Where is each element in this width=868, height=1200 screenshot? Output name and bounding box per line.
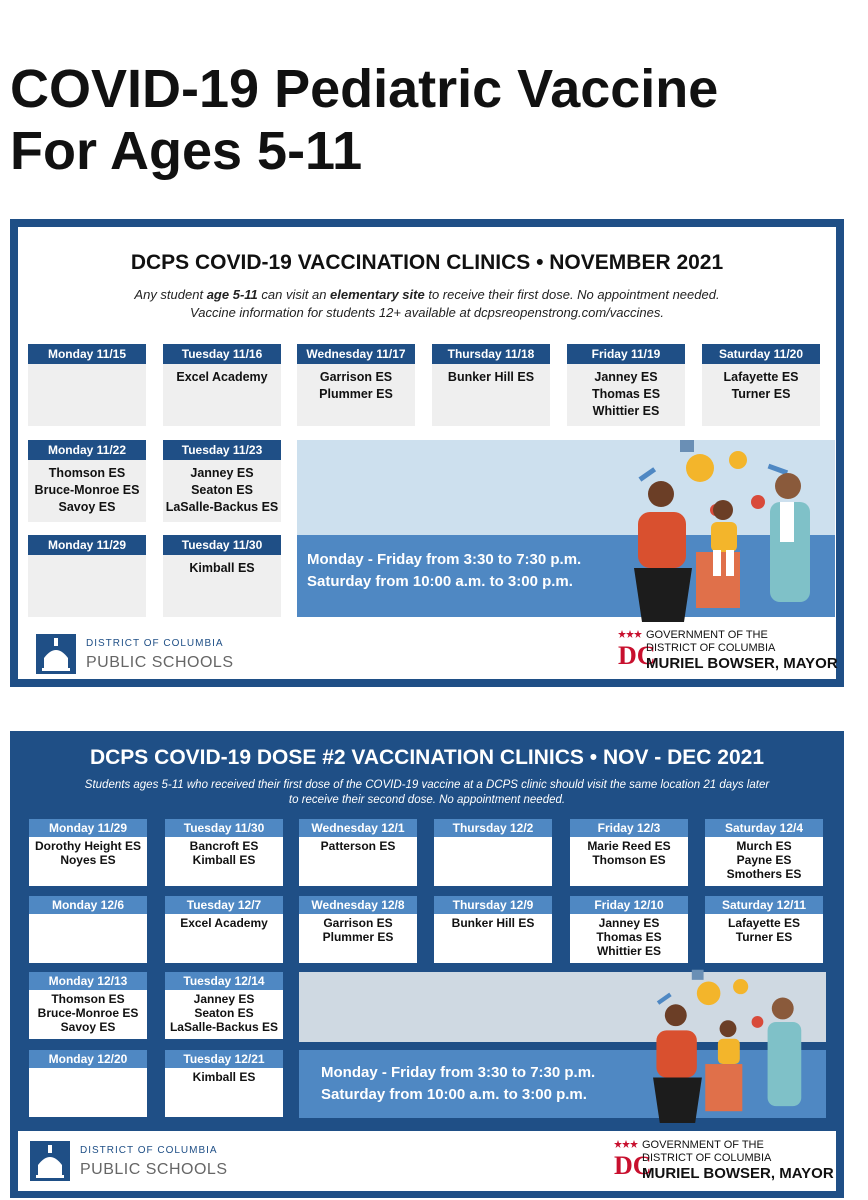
- virus-icon: [733, 979, 748, 994]
- school-name: Plummer ES: [322, 930, 394, 944]
- school-list: [434, 837, 552, 839]
- day-label: Saturday 12/4: [705, 819, 823, 837]
- clipboard-icon: [692, 970, 704, 980]
- school-name: Lafayette ES: [727, 916, 801, 930]
- school-name: Janney ES: [193, 992, 255, 1006]
- schedule-cell-thursday-11-18: [432, 344, 550, 426]
- school-name: Janney ES: [598, 916, 660, 930]
- page-title-line2: For Ages 5-11: [10, 121, 363, 181]
- school-name: Lafayette ES: [723, 370, 799, 384]
- dcps-logo-line1: DISTRICT OF COLUMBIA: [80, 1145, 218, 1156]
- school-name: Savoy ES: [58, 500, 116, 514]
- school-name: Seaton ES: [194, 1006, 254, 1020]
- school-name: Whittier ES: [596, 944, 661, 958]
- school-name: Bunker Hill ES: [451, 916, 535, 930]
- child-leg: [713, 550, 721, 576]
- woman-skirt: [653, 1078, 702, 1123]
- schedule-cell-wednesday-11-17: [297, 344, 415, 426]
- schedule-cell-friday-11-19: [567, 344, 685, 426]
- day-label: Saturday 12/11: [705, 896, 823, 914]
- school-name: Murch ES: [736, 839, 792, 853]
- capitol-dome-icon: [30, 1141, 70, 1181]
- day-label: Tuesday 11/30: [165, 819, 283, 837]
- dcps-logo: [36, 634, 276, 678]
- schedule-cell-monday-11-22: [28, 440, 146, 522]
- flyer1-heading: DCPS COVID-19 VACCINATION CLINICS • NOVEMBER 2021: [130, 251, 724, 274]
- schedule-cell-tuesday-12-14: [165, 972, 283, 1039]
- schedule-cell-wednesday-12-8: [299, 896, 417, 963]
- day-label: Wednesday 11/17: [297, 344, 415, 364]
- school-name: Kimball ES: [189, 561, 255, 575]
- schedule-cell-monday-11-15: [28, 344, 146, 426]
- day-label: Thursday 12/9: [434, 896, 552, 914]
- woman-head: [648, 481, 674, 507]
- school-list: [29, 1068, 147, 1070]
- schedule-cell-thursday-12-2: [434, 819, 552, 886]
- virus-icon: [697, 982, 721, 1006]
- school-name: Bunker Hill ES: [447, 370, 535, 384]
- school-name: Excel Academy: [180, 916, 268, 930]
- dc-mark: DC: [614, 1151, 652, 1180]
- dc-government-logo: [614, 1139, 834, 1187]
- subtitle-text: to receive their first dose. No appointment needed.: [424, 287, 720, 302]
- school-name: Bruce-Monroe ES: [37, 1006, 139, 1020]
- day-label: Monday 12/20: [29, 1050, 147, 1068]
- hours-saturday: Saturday from 10:00 a.m. to 3:00 p.m.: [307, 573, 573, 590]
- dcps-logo-line2: PUBLIC SCHOOLS: [86, 654, 234, 671]
- school-name: Kimball ES: [192, 853, 256, 867]
- school-name: Janney ES: [594, 370, 658, 384]
- school-name: Smothers ES: [726, 867, 802, 881]
- day-label: Saturday 11/20: [702, 344, 820, 364]
- school-list: [299, 914, 417, 944]
- schedule-cell-thursday-12-9: [434, 896, 552, 963]
- first-dose-flyer-panel: [18, 227, 836, 679]
- school-name: Whittier ES: [592, 404, 660, 418]
- school-list: [570, 914, 688, 958]
- school-list: [702, 364, 820, 403]
- school-list: [28, 364, 146, 369]
- schedule-cell-tuesday-12-21: [165, 1050, 283, 1117]
- woman-shirt: [638, 512, 686, 568]
- school-list: [165, 837, 283, 867]
- school-list: [28, 460, 146, 516]
- day-label: Friday 11/19: [567, 344, 685, 364]
- schedule-cell-saturday-12-4: [705, 819, 823, 886]
- day-label: Friday 12/3: [570, 819, 688, 837]
- day-label: Tuesday 11/30: [163, 535, 281, 555]
- dc-government-logo: [618, 629, 838, 677]
- dcps-logo-line1: DISTRICT OF COLUMBIA: [86, 638, 224, 649]
- flyer1-subtitle: [18, 286, 836, 322]
- gov-logo-line3: MURIEL BOWSER, MAYOR: [642, 1165, 834, 1182]
- school-name: Turner ES: [731, 387, 791, 401]
- child-leg: [726, 550, 734, 576]
- flyer2-subtitle: [30, 778, 824, 808]
- virus-icon: [729, 451, 747, 469]
- doctor-shirt: [780, 502, 794, 542]
- gov-logo-line2: DISTRICT OF COLUMBIA: [642, 1152, 772, 1164]
- school-name: Thomas ES: [591, 387, 661, 401]
- flyer2-subtitle-line2: to receive their second dose. No appointment needed.: [288, 794, 566, 806]
- gov-logo-line2: DISTRICT OF COLUMBIA: [646, 642, 776, 654]
- school-list: [299, 837, 417, 853]
- hours-weekday: Monday - Friday from 3:30 to 7:30 p.m.: [321, 1064, 596, 1081]
- day-label: Tuesday 11/23: [163, 440, 281, 460]
- dcps-logo: [30, 1141, 270, 1185]
- doctor-head: [775, 473, 801, 499]
- schedule-cell-monday-12-20: [29, 1050, 147, 1117]
- flyer2-footer: [18, 1131, 836, 1191]
- child-shirt: [711, 522, 737, 552]
- school-list: [567, 364, 685, 420]
- schedule-cell-monday-11-29: [29, 819, 147, 886]
- virus-icon: [686, 454, 714, 482]
- school-name: Thomson ES: [592, 853, 666, 867]
- school-name: Plummer ES: [319, 387, 393, 401]
- school-name: Bancroft ES: [189, 839, 259, 853]
- school-list: [705, 837, 823, 881]
- school-name: Excel Academy: [176, 370, 268, 384]
- school-name: Dorothy Height ES: [34, 839, 141, 853]
- day-label: Monday 11/29: [29, 819, 147, 837]
- schedule-cell-wednesday-12-1: [299, 819, 417, 886]
- school-list: [165, 914, 283, 930]
- schedule-cell-monday-11-29: [28, 535, 146, 617]
- dcps-logo-line2: PUBLIC SCHOOLS: [80, 1161, 228, 1178]
- doctor-coat: [768, 1022, 802, 1106]
- day-label: Wednesday 12/8: [299, 896, 417, 914]
- day-label: Thursday 12/2: [434, 819, 552, 837]
- syringe-icon: [657, 993, 672, 1005]
- school-list: [163, 555, 281, 577]
- school-list: [165, 1068, 283, 1084]
- schedule-cell-saturday-11-20: [702, 344, 820, 426]
- page-title: [10, 58, 860, 182]
- day-label: Wednesday 12/1: [299, 819, 417, 837]
- school-list: [165, 990, 283, 1034]
- second-dose-flyer: [10, 731, 844, 1198]
- vaccination-illustration: [608, 432, 838, 622]
- school-name: Kimball ES: [192, 1070, 256, 1084]
- school-name: Garrison ES: [323, 916, 393, 930]
- day-label: Tuesday 12/14: [165, 972, 283, 990]
- day-label: Friday 12/10: [570, 896, 688, 914]
- schedule-cell-tuesday-11-30: [163, 535, 281, 617]
- school-list: [163, 364, 281, 386]
- day-label: Tuesday 12/21: [165, 1050, 283, 1068]
- child-head: [720, 1020, 737, 1037]
- school-list: [29, 837, 147, 867]
- schedule-cell-monday-12-13: [29, 972, 147, 1039]
- school-name: Janney ES: [190, 466, 254, 480]
- subtitle-text: can visit an: [257, 287, 331, 302]
- schedule-cell-saturday-12-11: [705, 896, 823, 963]
- school-list: [705, 914, 823, 944]
- hours-weekday: Monday - Friday from 3:30 to 7:30 p.m.: [307, 551, 582, 568]
- woman-shirt: [656, 1030, 696, 1077]
- first-dose-flyer: [10, 219, 844, 687]
- flyer2-heading: DCPS COVID-19 DOSE #2 VACCINATION CLINICS • NOV - DEC 2021: [89, 746, 765, 769]
- day-label: Monday 11/15: [28, 344, 146, 364]
- school-name: Thomson ES: [48, 466, 126, 480]
- school-list: [29, 990, 147, 1034]
- school-list: [432, 364, 550, 386]
- gov-logo-line1: GOVERNMENT OF THE: [646, 629, 768, 641]
- day-label: Monday 11/29: [28, 535, 146, 555]
- vaccination-illustration: [618, 963, 838, 1123]
- virus-icon: [751, 495, 765, 509]
- school-name: Payne ES: [736, 853, 792, 867]
- day-label: Monday 11/22: [28, 440, 146, 460]
- day-label: Monday 12/13: [29, 972, 147, 990]
- school-list: [163, 460, 281, 516]
- schedule-cell-tuesday-11-23: [163, 440, 281, 522]
- school-name: Thomson ES: [51, 992, 125, 1006]
- gov-logo-line3: MURIEL BOWSER, MAYOR: [646, 655, 838, 672]
- school-list: [434, 914, 552, 930]
- day-label: Thursday 11/18: [432, 344, 550, 364]
- doctor-head: [772, 998, 794, 1020]
- subtitle-emphasis-age: age 5-11: [206, 287, 258, 302]
- school-name: LaSalle-Backus ES: [165, 500, 279, 514]
- hours-saturday: Saturday from 10:00 a.m. to 3:00 p.m.: [321, 1086, 587, 1103]
- school-list: [570, 837, 688, 867]
- school-name: Patterson ES: [320, 839, 396, 853]
- schedule-cell-tuesday-11-30: [165, 819, 283, 886]
- capitol-dome-icon: [36, 634, 76, 674]
- day-label: Monday 12/6: [29, 896, 147, 914]
- dc-flag-stars-icon: [618, 629, 642, 639]
- subtitle-emphasis-site: elementary site: [330, 287, 425, 302]
- school-name: Garrison ES: [319, 370, 393, 384]
- woman-skirt: [634, 568, 692, 622]
- school-list: [29, 914, 147, 916]
- subtitle-line2: Vaccine information for students 12+ available at dcpsreopenstrong.com/vaccines.: [190, 305, 664, 320]
- school-name: Noyes ES: [60, 853, 116, 867]
- school-list: [297, 364, 415, 403]
- dc-flag-stars-icon: [614, 1139, 638, 1149]
- school-name: Turner ES: [735, 930, 793, 944]
- subtitle-text: Any student: [134, 287, 207, 302]
- gov-logo-line1: GOVERNMENT OF THE: [642, 1139, 764, 1151]
- school-name: Seaton ES: [191, 483, 253, 497]
- schedule-cell-monday-12-6: [29, 896, 147, 963]
- school-name: Savoy ES: [60, 1020, 116, 1034]
- school-name: LaSalle-Backus ES: [169, 1020, 279, 1034]
- schedule-cell-friday-12-10: [570, 896, 688, 963]
- schedule-cell-tuesday-12-7: [165, 896, 283, 963]
- day-label: Tuesday 11/16: [163, 344, 281, 364]
- child-shirt: [718, 1039, 740, 1064]
- woman-head: [665, 1004, 687, 1026]
- flyer2-subtitle-line1: Students ages 5-11 who received their first dose of the COVID-19 vaccine at a DCPS clinic should visit the same location 21 days later: [84, 779, 770, 791]
- virus-icon: [752, 1016, 764, 1028]
- schedule-cell-friday-12-3: [570, 819, 688, 886]
- child-head: [713, 500, 733, 520]
- exam-stool: [705, 1064, 742, 1111]
- dc-mark: DC: [618, 641, 656, 670]
- clipboard-icon: [680, 440, 694, 452]
- school-list: [28, 555, 146, 560]
- schedule-cell-tuesday-11-16: [163, 344, 281, 426]
- school-name: Bruce-Monroe ES: [34, 483, 140, 497]
- syringe-icon: [638, 467, 656, 481]
- day-label: Tuesday 12/7: [165, 896, 283, 914]
- school-name: Thomas ES: [596, 930, 662, 944]
- school-name: Marie Reed ES: [587, 839, 671, 853]
- page-title-line1: COVID-19 Pediatric Vaccine: [10, 59, 719, 119]
